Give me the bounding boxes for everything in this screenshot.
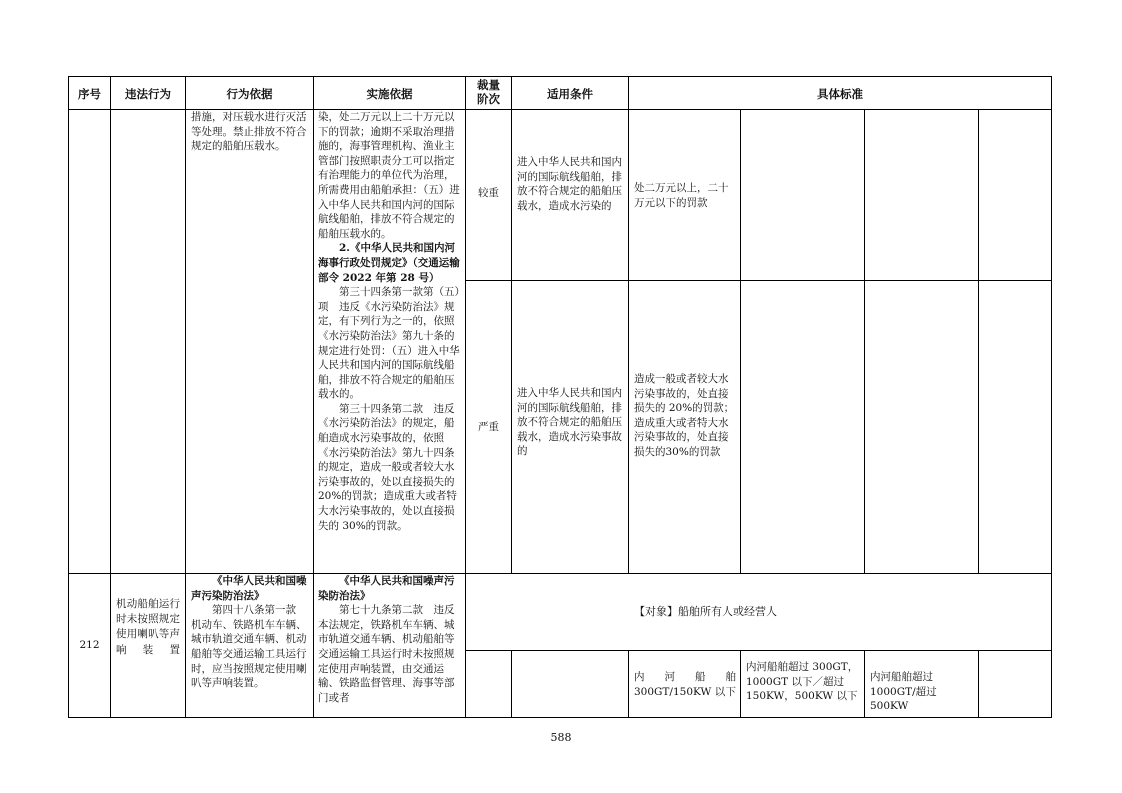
standard-large-vessel: 内河船舶超过 1000GT/超过 500KW: [870, 671, 937, 713]
col-rule-std2-lower: [864, 650, 865, 718]
header-basis-behavior: 行为依据: [226, 87, 273, 101]
standard-small-vessel: [634, 670, 736, 699]
impl-law-title: 《中华人民共和国噪声污染防治法》: [318, 575, 455, 602]
col-rule-std2: [864, 109, 865, 573]
level-divider-rule: [465, 280, 1052, 281]
condition-heavier: 进入中华人民共和国内河的国际航线船舶，排放不符合规定的船舶压载水，造成水污染的: [517, 156, 622, 212]
header-standard: 具体标准: [817, 87, 863, 101]
header-level: [466, 78, 511, 106]
col-rule-basis: [313, 76, 314, 718]
page-number: 588: [550, 731, 572, 744]
col-rule-impl: [465, 76, 466, 718]
table-top-border: [68, 76, 1052, 77]
col-rule-std3: [978, 109, 979, 573]
col-rule-std1-lower: [740, 650, 741, 718]
col-rule-level-lower: [511, 650, 512, 718]
impl-basis-212: [318, 574, 460, 705]
seq-number: 212: [79, 639, 100, 651]
basis-behavior-text: 措施，对压载水进行灭活等处理。禁止排放不符合规定的船舶压载水。: [191, 111, 307, 153]
violation-text: 机动船舶运行时未按照规定使用喇叭等声响装置: [116, 598, 180, 656]
header-violation: 违法行为: [125, 87, 171, 101]
impl-paragraph-3: 第三十四条第二款 违反《水污染防治法》的规定，船舶造成水污染事故的，依照《水污染防治法》第九十四条的规定，造成一般或者较大水污染事故的，处以直接损失的 20%的罚款；造成重大或者特大水污染事故的，处以直接损失的 30%的罚款。: [318, 402, 457, 532]
col-rule-left: [68, 76, 69, 718]
table-bottom-border: [68, 717, 1052, 718]
col-rule-seq: [110, 76, 111, 718]
header-level-line1: 裁量: [477, 78, 500, 92]
impl-paragraph-1: 染，处二万元以上二十万元以下的罚款；逾期不采取治理措施的，海事管理机构、渔业主管部门按照职责分工可以指定有治理能力的单位代为治理，所需费用由船舶承担：（五）进入中华人民共和国内河的国际航线船舶，排放不符合规定的船舶压载水的。: [318, 111, 460, 240]
standard-small-vessel-text: 内河船舶 300GT/150KW 以下: [634, 671, 736, 698]
header-basis-impl: 实施依据: [366, 87, 413, 101]
condition-severe: 进入中华人民共和国内河的国际航线船舶，排放不符合规定的船舶压载水，造成水污染事故的: [517, 387, 622, 458]
level-severe: 严重: [478, 421, 499, 433]
impl-basis-cell: [318, 110, 460, 533]
col-rule-cond: [628, 76, 629, 573]
impl-law-body: 第七十九条第二款 违反本法规定，铁路机车车辆、城市轨道交通车辆、机动船舶等交通运输工具运行时未按照规定使用声响装置，由交通运输、铁路监督管理、海事等部门或者: [318, 604, 455, 704]
standard-medium-vessel: 内河船舶超过 300GT，1000GT 以下／超过 150KW，500KW 以下: [746, 661, 859, 703]
basis-behavior-212: [191, 574, 309, 691]
header-seq: 序号: [78, 87, 101, 101]
target-object: 【对象】船舶所有人或经营人: [634, 605, 777, 618]
target-divider-rule: [465, 650, 1052, 651]
col-rule-right: [1051, 76, 1052, 718]
col-rule-std3-lower: [978, 650, 979, 718]
header-level-line2: 阶次: [477, 92, 500, 106]
impl-paragraph-2: 第三十四条第一款第（五）项 违反《水污染防治法》规定，有下列行为之一的，依照《水污染防治法》第九十条的规定进行处罚：（五）进入中华人民共和国内河的国际航线船舶，排放不符合规定的船舶压载水的。: [318, 286, 460, 401]
header-conditions: 适用条件: [547, 87, 593, 101]
col-rule-cond-lower: [628, 650, 629, 718]
standard-severe: 造成一般或者较大水污染事故的，处直接损失的 20%的罚款；造成重大或者特大水污染事故的，处直接损失的30%的罚款: [634, 373, 735, 458]
col-rule-violation: [185, 76, 186, 718]
basis-law-title: 《中华人民共和国噪声污染防治法》: [191, 575, 307, 602]
col-rule-std1: [740, 109, 741, 573]
impl-regulation-title: 2.《中华人民共和国内河海事行政处罚规定》（交通运输部令 2022 年第 28 号）: [318, 242, 460, 284]
col-rule-level: [511, 76, 512, 573]
standard-heavier: 处二万元以上，二十万元以下的罚款: [634, 182, 729, 209]
basis-law-body: 第四十八条第一款 机动车、铁路机车车辆、城市轨道交通车辆、机动船舶等交通运输工具运行时，应当按照规定使用喇叭等声响装置。: [191, 604, 307, 690]
level-heavier: 较重: [478, 187, 499, 199]
